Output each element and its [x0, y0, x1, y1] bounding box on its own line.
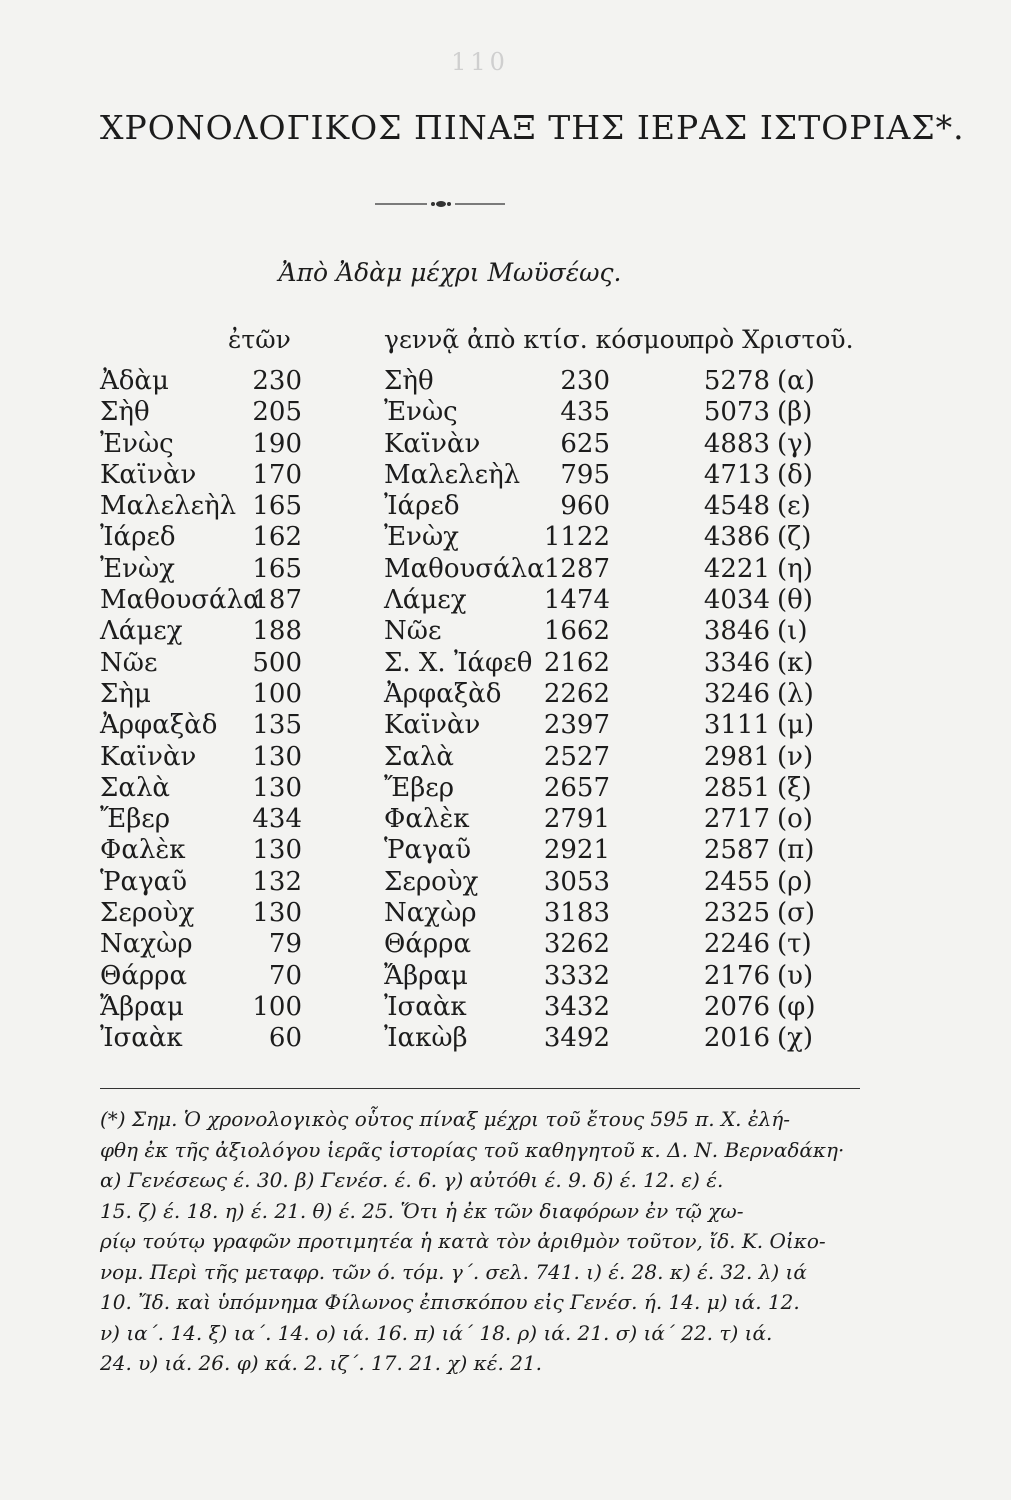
father-name: Φαλὲκ [100, 835, 186, 866]
years-value: 70 [268, 960, 302, 991]
years-value: 187 [252, 585, 302, 616]
years-value: 135 [252, 710, 302, 741]
footnote-line: α) Γενέσεως έ. 30. β) Γενέσ. έ. 6. γ) αὐτόθι έ. 9. δ) έ. 12. ε) έ. [100, 1168, 724, 1192]
anno-mundi-value: 1474 [543, 585, 610, 616]
footnote-line: 24. υ) ιά. 26. φ) κά. 2. ιζ΄. 17. 21. χ) κέ. 21. [100, 1351, 543, 1375]
ornament-divider-icon [375, 198, 505, 210]
anno-mundi-value: 3432 [543, 991, 610, 1022]
note-marker: (β) [777, 397, 813, 428]
note-marker: (υ) [777, 960, 814, 991]
years-value: 188 [252, 616, 302, 647]
anno-mundi-value: 2791 [543, 804, 610, 835]
years-value: 130 [252, 741, 302, 772]
note-marker: (ξ) [777, 772, 812, 803]
father-name: Νῶε [100, 647, 158, 678]
father-name: Ἀρφαξὰδ [100, 710, 218, 741]
footnote-line: 15. ζ) έ. 18. η) έ. 21. θ) έ. 25. Ὅτι ἡ ἐκ τῶν διαφόρων ἐν τῷ χω- [100, 1198, 744, 1223]
son-name: Καϊνὰν [384, 710, 481, 741]
father-name: Ἰσαὰκ [100, 1023, 183, 1054]
father-name: Καϊνὰν [100, 741, 197, 772]
bc-value: 2176 [703, 960, 770, 991]
footnote [100, 1104, 860, 1379]
note-marker: (ε) [777, 491, 811, 522]
years-value: 165 [252, 491, 302, 522]
bc-value: 4386 [703, 522, 770, 553]
note-marker: (τ) [777, 929, 812, 960]
note-marker: (α) [777, 366, 815, 396]
bc-value: 2851 [703, 772, 770, 803]
years-value: 60 [268, 1023, 302, 1054]
anno-mundi-value: 435 [560, 397, 610, 428]
bc-value: 4034 [703, 585, 770, 616]
note-marker: (σ) [777, 898, 816, 929]
years-value: 205 [252, 397, 302, 428]
anno-mundi-value: 230 [560, 366, 610, 396]
footnote-divider [100, 1088, 860, 1089]
son-name: Μαθουσάλα [384, 553, 545, 584]
note-marker: (λ) [777, 678, 814, 709]
note-marker: (ρ) [777, 866, 813, 897]
son-name: Ναχὼρ [384, 898, 477, 929]
table-row [0, 366, 1011, 397]
father-name: Λάμεχ [100, 616, 183, 647]
footnote-line: ν) ια΄. 14. ξ) ια΄. 14. ο) ιά. 16. π) ιά΄ 18. ρ) ιά. 21. σ) ιά΄ 22. τ) ιά. [100, 1320, 773, 1345]
father-name: Μαλελεὴλ [100, 491, 237, 522]
anno-mundi-value: 3332 [543, 960, 610, 991]
bc-value: 4883 [703, 428, 770, 459]
bc-value: 4221 [703, 553, 770, 584]
anno-mundi-value: 3262 [543, 929, 610, 960]
table-row [0, 460, 1011, 491]
bc-value: 3111 [703, 710, 770, 741]
son-name: Θάρρα [384, 929, 472, 960]
father-name: Ῥαγαῦ [100, 866, 188, 897]
father-name: Ἐνὼχ [100, 553, 175, 584]
years-value: 130 [252, 898, 302, 929]
father-name: Σεροὺχ [100, 898, 195, 929]
years-value: 100 [252, 678, 302, 709]
son-name: Ἔβερ [384, 772, 455, 803]
anno-mundi-value: 3053 [543, 866, 610, 897]
father-name: Μαθουσάλα [100, 585, 261, 616]
note-marker: (φ) [777, 991, 816, 1022]
table-row [0, 929, 1011, 960]
section-subtitle: Ἀπὸ Ἀδὰμ μέχρι Μωϋσέως. [278, 258, 622, 287]
bc-value: 4548 [703, 491, 770, 522]
years-value: 79 [268, 929, 302, 960]
anno-mundi-value: 3183 [543, 898, 610, 929]
years-value: 170 [252, 459, 302, 490]
note-marker: (μ) [777, 710, 815, 741]
years-value: 434 [252, 804, 302, 835]
anno-mundi-value: 795 [560, 459, 610, 490]
table-row [0, 491, 1011, 522]
anno-mundi-value: 1287 [543, 553, 610, 584]
bc-value: 5278 [703, 366, 770, 396]
note-marker: (ι) [777, 616, 808, 647]
years-value: 190 [252, 428, 302, 459]
table-row [0, 585, 1011, 616]
anno-mundi-value: 3492 [543, 1023, 610, 1054]
anno-mundi-value: 2397 [543, 710, 610, 741]
son-name: Νῶε [384, 616, 442, 647]
son-name: Ἐνὼχ [384, 522, 459, 553]
son-name: Ἄβραμ [384, 960, 468, 991]
years-value: 162 [252, 522, 302, 553]
anno-mundi-value: 960 [560, 491, 610, 522]
son-name: Ἀρφαξὰδ [384, 678, 502, 709]
father-name: Ἄβραμ [100, 991, 184, 1022]
note-marker: (κ) [777, 647, 814, 678]
father-name: Ναχὼρ [100, 929, 193, 960]
son-name: Ἰακὼβ [384, 1023, 468, 1054]
son-name: Ἰσαὰκ [384, 991, 467, 1022]
footnote-line: ρίῳ τούτῳ γραφῶν προτιμητέα ἡ κατὰ τὸν ἀριθμὸν τοῦτον, ἴδ. Κ. Οἰκο- [100, 1229, 826, 1253]
years-value: 165 [252, 553, 302, 584]
table-row [0, 835, 1011, 866]
table-row [0, 898, 1011, 929]
table-row [0, 961, 1011, 992]
note-marker: (ζ) [777, 522, 812, 553]
father-name: Σὴθ [100, 397, 150, 428]
chronology-table [0, 366, 1011, 1055]
page-title: ΧΡΟΝΟΛΟΓΙΚΟΣ ΠΙΝΑΞ ΤΗΣ ΙΕΡΑΣ ΙΣΤΟΡΙΑΣ*. [100, 108, 965, 147]
son-name: Σεροὺχ [384, 866, 479, 897]
son-name: Ῥαγαῦ [384, 835, 472, 866]
father-name: Ἀδὰμ [100, 366, 169, 396]
bc-value: 5073 [703, 397, 770, 428]
note-marker: (ν) [777, 741, 814, 772]
anno-mundi-value: 2162 [543, 647, 610, 678]
table-row [0, 867, 1011, 898]
table-row [0, 397, 1011, 428]
anno-mundi-value: 2262 [543, 678, 610, 709]
son-name: Μαλελεὴλ [384, 459, 521, 490]
footnote-line: νομ. Περὶ τῆς μεταφρ. τῶν ό. τόμ. γ΄. σελ. 741. ι) έ. 28. κ) έ. 32. λ) ιά [100, 1259, 807, 1284]
note-marker: (δ) [777, 459, 813, 490]
table-row [0, 554, 1011, 585]
years-value: 100 [252, 991, 302, 1022]
bc-value: 2455 [703, 866, 770, 897]
bc-value: 3846 [703, 616, 770, 647]
father-name: Θάρρα [100, 960, 188, 991]
footnote-line: 10. Ἴδ. καὶ ὑπόμνημα Φίλωνος ἐπισκόπου εἰς Γενέσ. ή. 14. μ) ιά. 12. [100, 1290, 800, 1314]
table-row [0, 992, 1011, 1023]
anno-mundi-value: 2527 [543, 741, 610, 772]
note-marker: (γ) [777, 428, 813, 459]
note-marker: (χ) [777, 1023, 814, 1054]
bc-value: 2981 [703, 741, 770, 772]
bc-value: 2016 [703, 1023, 770, 1054]
years-value: 132 [252, 866, 302, 897]
page-number: 110 [451, 48, 509, 76]
son-name: Φαλὲκ [384, 804, 470, 835]
header-born-from-creation: γεννᾷ ἀπὸ κτίσ. κόσμου [384, 325, 690, 354]
bc-value: 3246 [703, 678, 770, 709]
table-row [0, 679, 1011, 710]
son-name: Ἰάρεδ [384, 491, 460, 522]
anno-mundi-value: 2657 [543, 772, 610, 803]
table-row [0, 773, 1011, 804]
years-value: 230 [252, 366, 302, 396]
father-name: Ἰάρεδ [100, 522, 176, 553]
father-name: Σὴμ [100, 678, 151, 709]
son-name: Σὴθ [384, 366, 434, 396]
son-name: Λάμεχ [384, 585, 467, 616]
father-name: Ἐνὼς [100, 428, 174, 459]
note-marker: (π) [777, 835, 815, 866]
years-value: 500 [252, 647, 302, 678]
bc-value: 2325 [703, 898, 770, 929]
table-row [0, 742, 1011, 773]
anno-mundi-value: 625 [560, 428, 610, 459]
bc-value: 2246 [703, 929, 770, 960]
header-years: ἐτῶν [228, 325, 291, 354]
anno-mundi-value: 1122 [543, 522, 610, 553]
bc-value: 4713 [703, 459, 770, 490]
note-marker: (η) [777, 553, 813, 584]
table-row [0, 804, 1011, 835]
table-row [0, 710, 1011, 741]
anno-mundi-value: 1662 [543, 616, 610, 647]
table-row [0, 648, 1011, 679]
note-marker: (θ) [777, 585, 813, 616]
footnote-line: φθη ἐκ τῆς ἀξιολόγου ἱερᾶς ἱστορίας τοῦ καθηγητοῦ κ. Δ. Ν. Βερναδάκη· [100, 1137, 845, 1162]
father-name: Καϊνὰν [100, 459, 197, 490]
header-before-christ: πρὸ Χριστοῦ. [688, 325, 854, 354]
bc-value: 2587 [703, 835, 770, 866]
bc-value: 2717 [703, 804, 770, 835]
son-name: Ἐνὼς [384, 397, 458, 428]
bc-value: 2076 [703, 991, 770, 1022]
table-row [0, 429, 1011, 460]
bc-value: 3346 [703, 647, 770, 678]
years-value: 130 [252, 835, 302, 866]
table-row [0, 522, 1011, 553]
anno-mundi-value: 2921 [543, 835, 610, 866]
son-name: Σ. Χ. Ἰάφεθ [384, 647, 533, 678]
note-marker: (ο) [777, 804, 813, 835]
years-value: 130 [252, 772, 302, 803]
son-name: Σαλὰ [384, 741, 454, 772]
footnote-line: (*) Σημ. Ὁ χρονολογικὸς οὗτος πίναξ μέχρι τοῦ ἔτους 595 π. Χ. ἐλή- [100, 1107, 791, 1131]
father-name: Σαλὰ [100, 772, 170, 803]
son-name: Καϊνὰν [384, 428, 481, 459]
table-row [0, 616, 1011, 647]
table-row [0, 1023, 1011, 1054]
father-name: Ἔβερ [100, 804, 171, 835]
